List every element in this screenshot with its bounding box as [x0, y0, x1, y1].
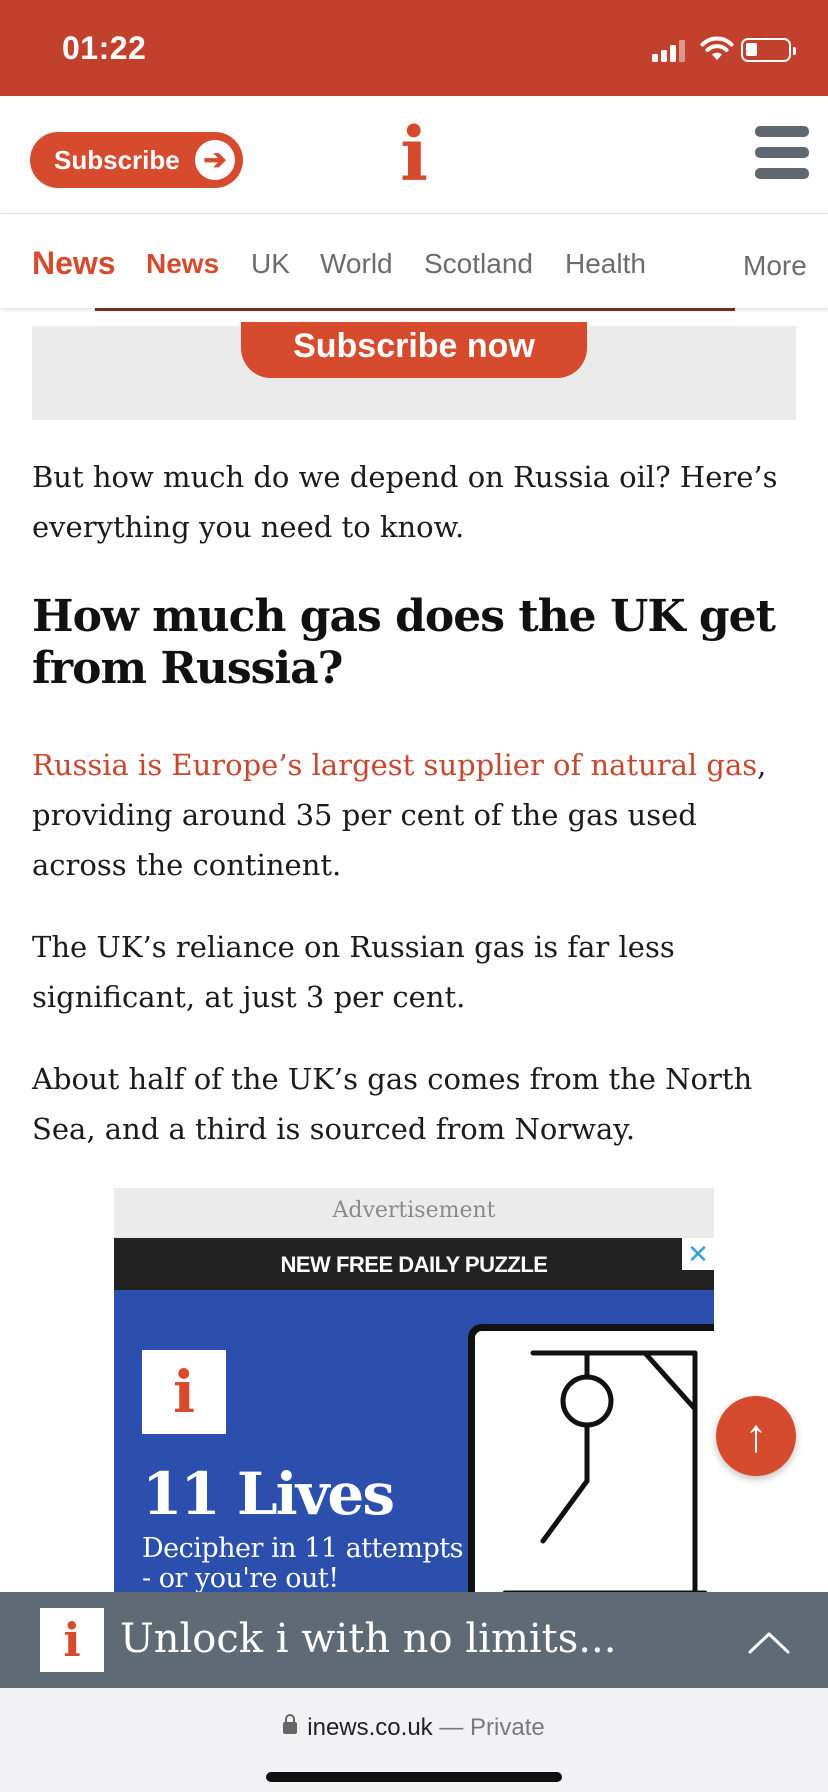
chevron-up-icon[interactable]	[746, 1620, 792, 1666]
address-domain: inews.co.uk	[307, 1714, 433, 1741]
unlock-banner[interactable]	[0, 1592, 828, 1688]
ad-subtitle	[142, 1534, 463, 1592]
nav-item-health[interactable]: Health	[565, 248, 646, 279]
unlock-logo: i	[40, 1608, 104, 1672]
status-bar	[0, 0, 828, 96]
ad-title: 11 Lives	[142, 1460, 393, 1528]
section-nav	[0, 214, 828, 308]
arrow-right-icon: ➔	[195, 140, 235, 180]
lock-icon	[283, 1720, 297, 1736]
nav-item-world[interactable]: World	[320, 248, 393, 279]
site-logo[interactable]: i	[399, 112, 429, 198]
hangman-illustration	[468, 1324, 714, 1592]
hamburger-icon[interactable]	[755, 126, 809, 180]
address-text	[0, 1714, 828, 1742]
nav-item-news[interactable]: News	[146, 248, 220, 279]
cellular-signal-icon	[652, 40, 686, 62]
subscribe-label: Subscribe	[54, 144, 180, 175]
status-time: 01:22	[62, 30, 147, 66]
close-icon[interactable]: ✕	[682, 1238, 714, 1270]
nav-item-scotland[interactable]: Scotland	[424, 248, 533, 279]
private-mode-label: Private	[470, 1714, 545, 1741]
article-subheading: How much gas does the UK get from Russia?	[32, 591, 775, 694]
article-paragraph-2: The UK’s reliance on Russian gas is far less significant, at just 3 per cent.	[32, 930, 675, 1014]
subscribe-now-button[interactable]: Subscribe now	[241, 322, 587, 378]
site-header	[0, 96, 828, 214]
home-indicator[interactable]	[266, 1772, 562, 1782]
ad-logo: i	[142, 1350, 226, 1434]
article-paragraph-3: About half of the UK’s gas comes from the North Sea, and a third is sourced from Norway.	[32, 1062, 753, 1146]
nav-section-label[interactable]: News	[32, 245, 116, 281]
ad-label: Advertisement	[114, 1188, 714, 1238]
ad-subtitle-line-2: - or you're out!	[142, 1563, 339, 1592]
ad-subtitle-line-1: Decipher in 11 attempts	[142, 1533, 463, 1564]
nav-more[interactable]: More	[743, 250, 807, 281]
article-paragraph-1	[32, 740, 796, 890]
address-separator: —	[432, 1714, 471, 1741]
article-intro: But how much do we depend on Russia oil? Here’s everything you need to know.	[32, 460, 778, 544]
gas-supplier-link[interactable]: Russia is Europe’s largest supplier of natural gas	[32, 748, 758, 782]
advertisement[interactable]	[114, 1238, 714, 1592]
promo-image-edge	[95, 308, 735, 311]
wifi-icon	[700, 36, 734, 62]
ad-banner-text: NEW FREE DAILY PUZZLE	[114, 1238, 714, 1290]
nav-item-uk[interactable]: UK	[251, 248, 290, 279]
browser-address-bar[interactable]	[0, 1688, 828, 1792]
subscribe-button[interactable]	[30, 132, 243, 188]
battery-icon	[741, 38, 791, 62]
hangman-icon	[475, 1331, 714, 1592]
arrow-up-icon[interactable]: ↑	[716, 1396, 796, 1476]
unlock-text: Unlock i with no limits...	[120, 1616, 617, 1662]
article-paragraph-1-text: , providing around 35 per cent of the gas used across the continent.	[32, 748, 767, 882]
